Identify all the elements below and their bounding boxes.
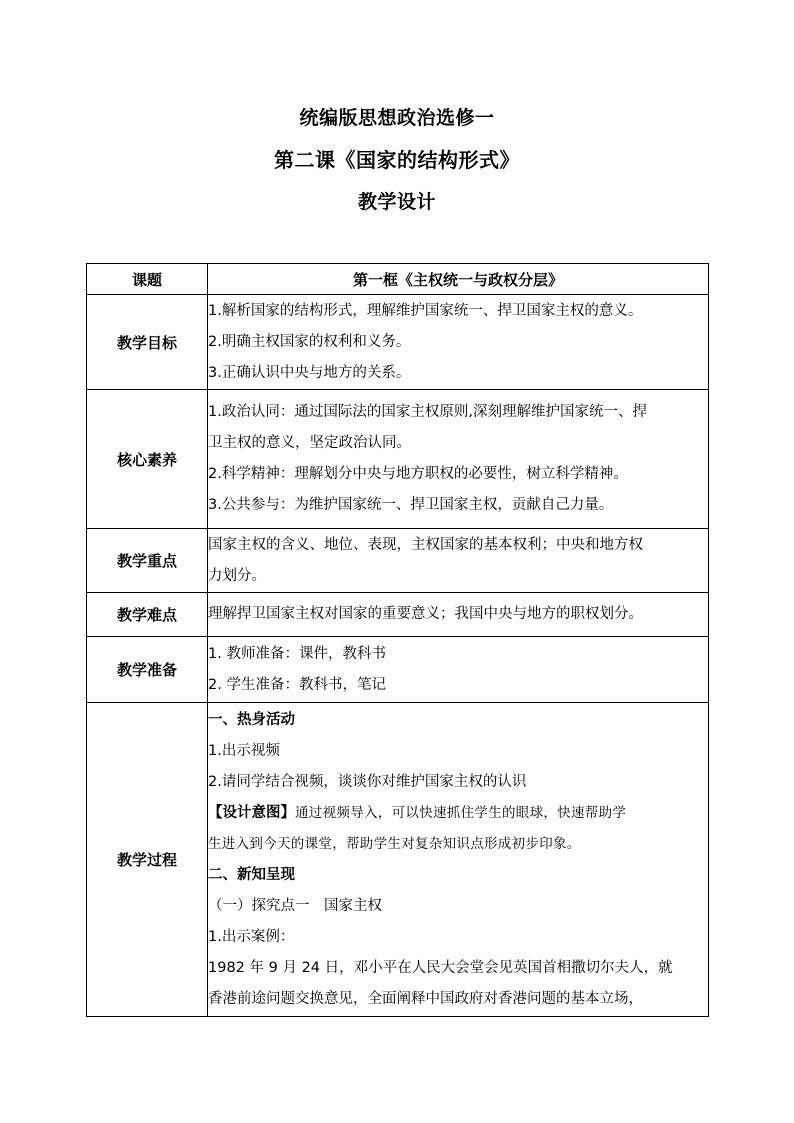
lesson-plan-table: [86, 263, 709, 1017]
design-intent-text: 通过视频导入，可以快速抓住学生的眼球，快速帮助学: [295, 804, 627, 821]
literacy-item: 2.科学精神：理解划分中央与地方职权的必要性，树立科学精神。: [208, 466, 628, 482]
warmup-step: 2.请同学结合视频，谈谈你对维护国家主权的认识: [208, 773, 527, 790]
design-title: 教学设计: [357, 191, 436, 213]
topic-label: 课题: [87, 264, 208, 295]
difficulties-content: [208, 593, 709, 637]
key-point-line: 国家主权的含义、地位、表现，主权国家的基本权利；中央和地方权: [208, 536, 643, 553]
process-content: [208, 703, 709, 1017]
literacy-item: 1.政治认同：通过国际法的国家主权原则,深刻理解维护国家统一、捍: [208, 404, 647, 420]
design-intent-line: [208, 798, 708, 829]
table-row-objectives: [87, 295, 709, 390]
table-row-difficulties: [87, 593, 709, 637]
new-knowledge-heading: 二、新知呈现: [208, 866, 295, 883]
key-points-label: 教学重点: [87, 529, 208, 593]
table-row-process: [87, 703, 709, 1017]
objectives-label: 教学目标: [87, 295, 208, 390]
objective-item: 1.解析国家的结构形式，理解维护国家统一、捍卫国家主权的意义。: [208, 302, 643, 319]
warmup-heading: 一、热身活动: [208, 711, 295, 728]
design-intent-tag: 【设计意图】: [208, 804, 295, 821]
difficulty-line: 理解捍卫国家主权对国家的重要意义；我国中央与地方的职权划分。: [208, 606, 643, 622]
preparation-item: 1. 教师准备：课件，教科书: [208, 645, 386, 662]
objective-item: 2.明确主权国家的权利和义务。: [208, 333, 411, 350]
lesson-title: 第二课《国家的结构形式》: [274, 148, 520, 172]
case-text: 1982 年 9 月 24 日，邓小平在人民大会堂会见英国首相撒切尔夫人，就: [208, 959, 673, 976]
table-row-key-points: [87, 529, 709, 593]
difficulties-label: 教学难点: [87, 593, 208, 637]
table-row-preparation: [87, 637, 709, 703]
document-title: 统编版思想政治选修一: [299, 107, 495, 129]
case-label: 1.出示案例：: [208, 928, 295, 945]
objective-item: 3.正确认识中央与地方的关系。: [208, 364, 411, 381]
case-text: 香港前途问题交换意见，全面阐释中国政府对香港问题的基本立场，: [208, 990, 643, 1007]
objectives-content: [208, 295, 709, 390]
literacy-content: [208, 390, 709, 529]
process-label: 教学过程: [87, 703, 208, 1017]
table-row-literacy: [87, 390, 709, 529]
preparation-item: 2. 学生准备：教科书，笔记: [208, 676, 386, 693]
table-row-topic: [87, 264, 709, 295]
design-intent-text: 生进入到今天的课堂，帮助学生对复杂知识点形成初步印象。: [208, 835, 581, 852]
literacy-item: 卫主权的意义，坚定政治认同。: [208, 435, 411, 451]
key-point-line: 力划分。: [208, 567, 266, 584]
literacy-item: 3.公共参与：为维护国家统一、捍卫国家主权，贡献自己力量。: [208, 497, 614, 513]
literacy-label: 核心素养: [87, 390, 208, 529]
preparation-label: 教学准备: [87, 637, 208, 703]
explore-point-heading: （一）探究点一 国家主权: [208, 897, 382, 914]
key-points-content: [208, 529, 709, 593]
topic-value: 第一框《主权统一与政权分层》: [208, 264, 709, 295]
preparation-content: [208, 637, 709, 703]
warmup-step: 1.出示视频: [208, 742, 280, 759]
